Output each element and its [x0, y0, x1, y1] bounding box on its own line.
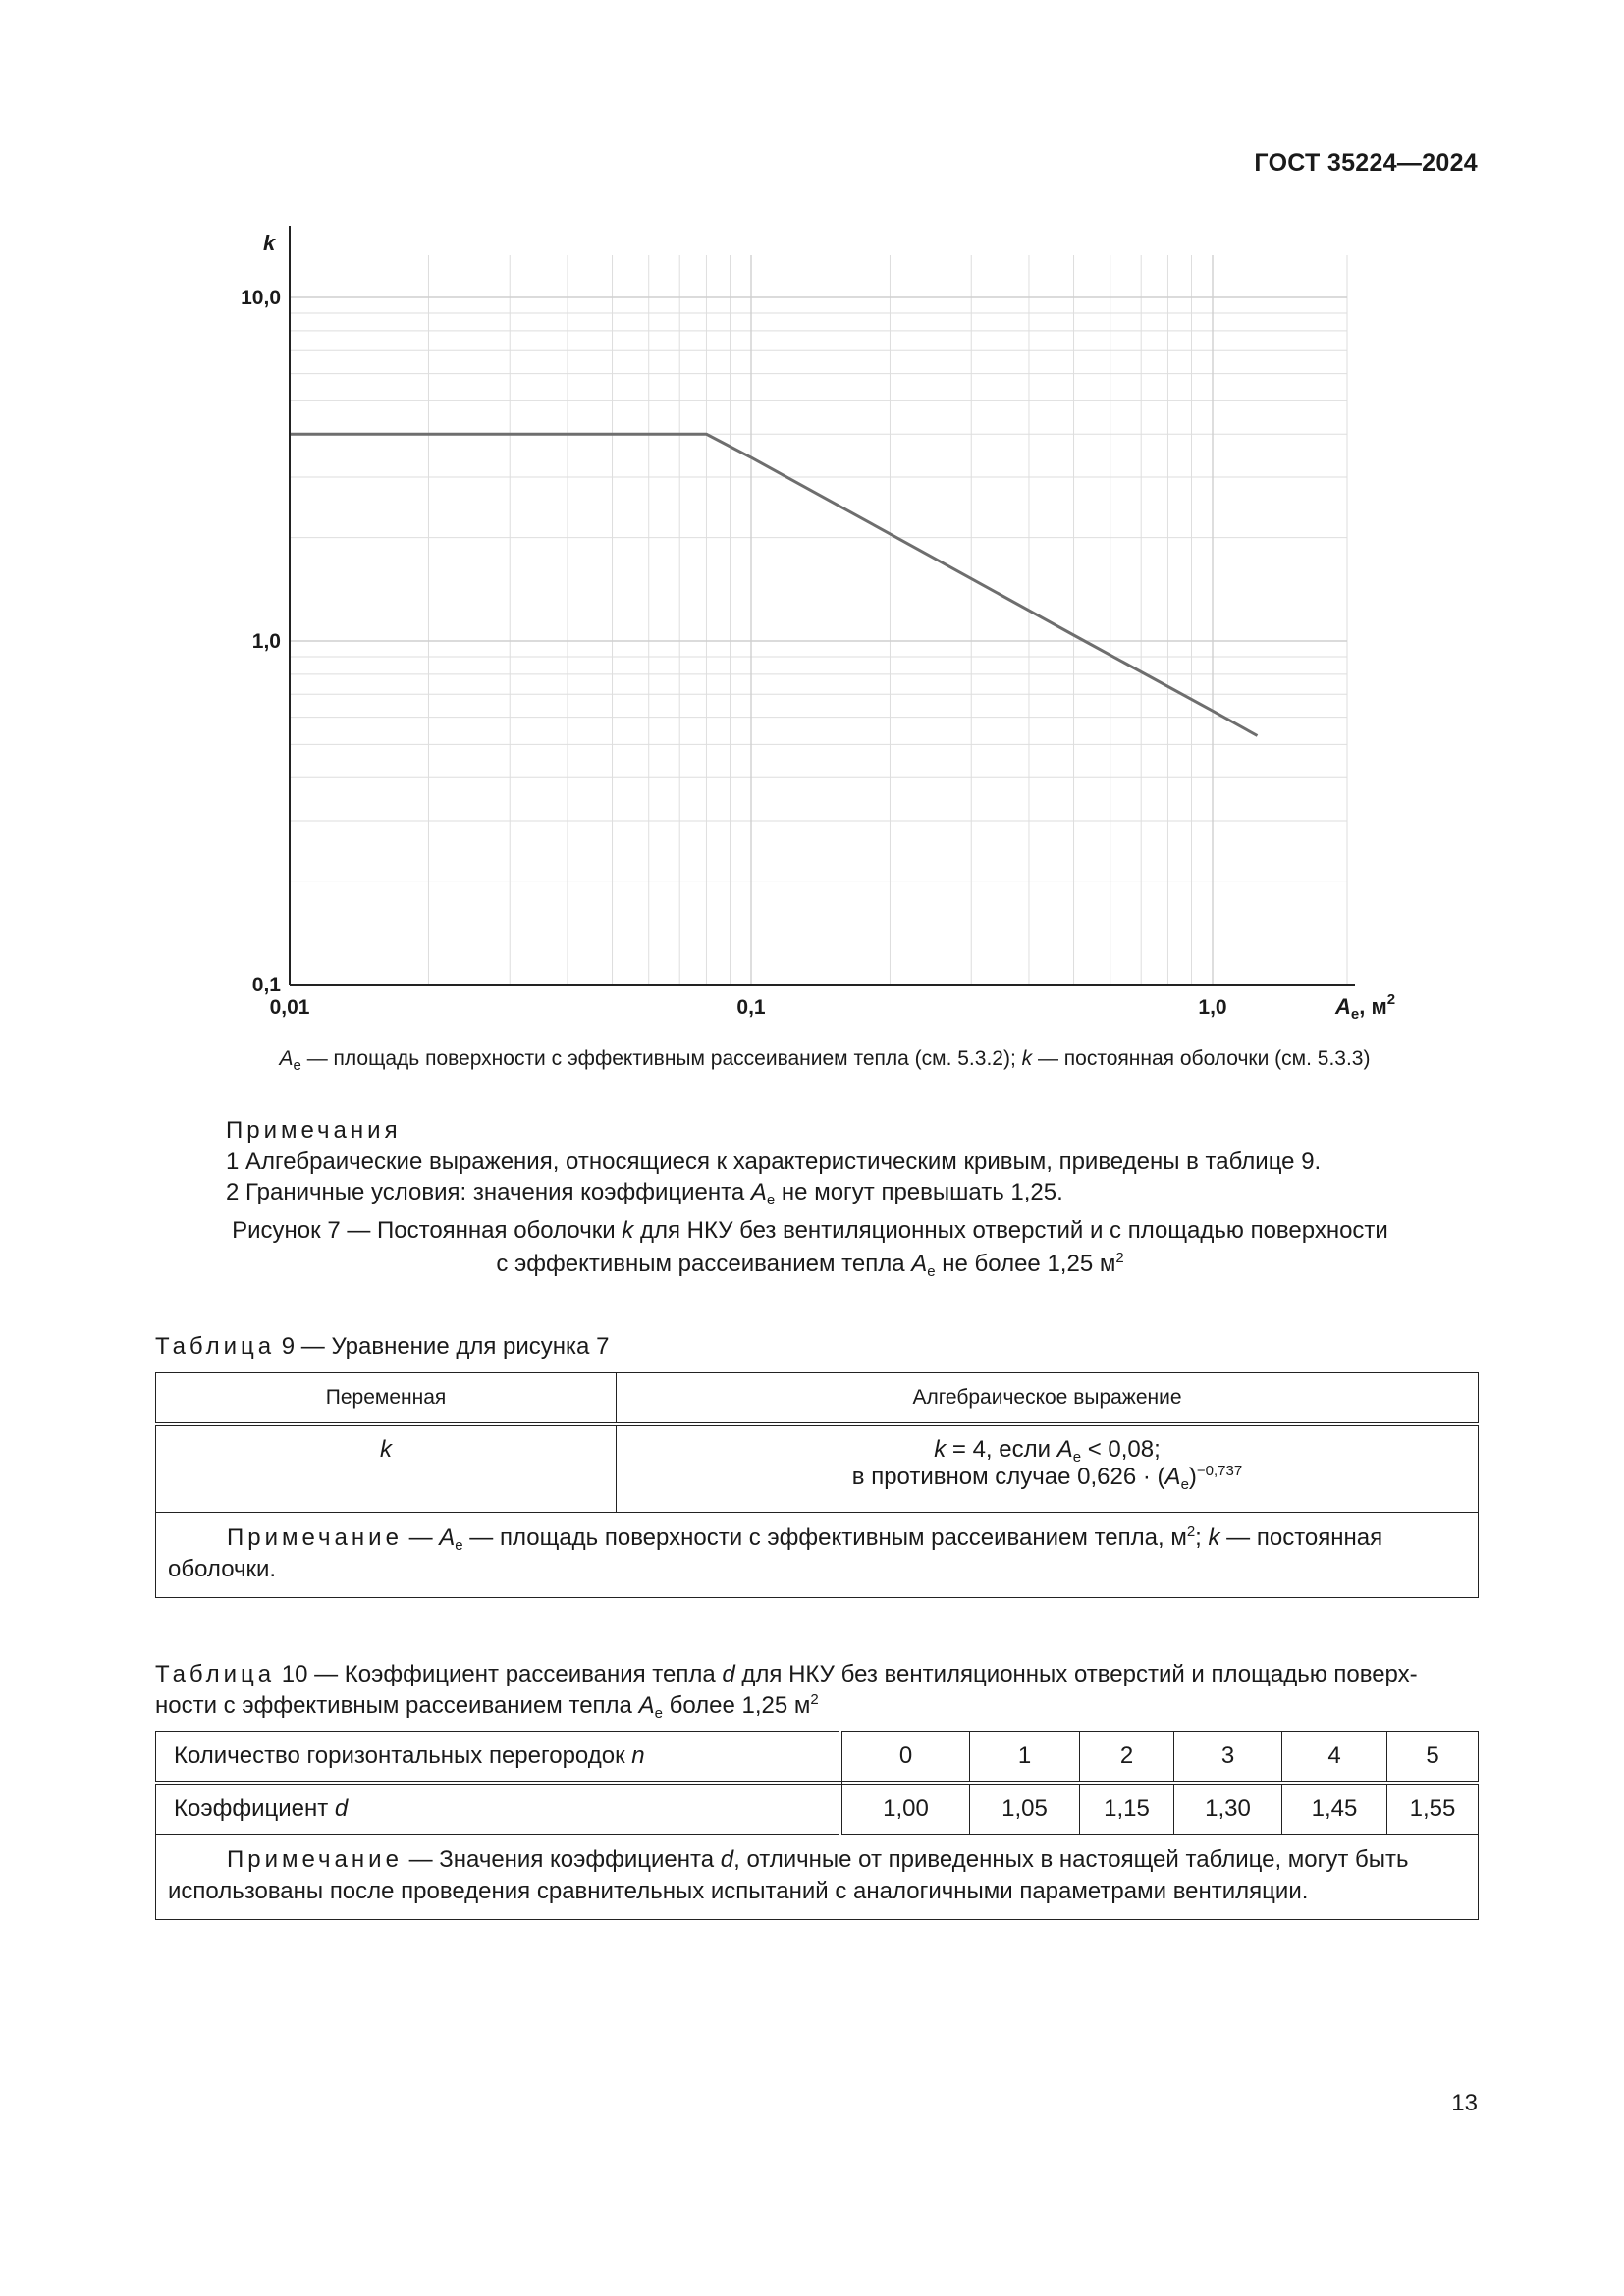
- table10-cell: 0: [840, 1732, 970, 1784]
- table10-cell: 1,30: [1174, 1783, 1282, 1835]
- note-2: 2 Граничные условия: значения коэффициента $A_e$ не могут превышать 1,25.: [226, 1179, 1063, 1208]
- y-tick-label: 0,1: [251, 974, 281, 996]
- table-9: [155, 1372, 1479, 1598]
- page-number: 13: [1451, 2090, 1478, 2116]
- table10-cell: 2: [1080, 1732, 1174, 1784]
- table9-header-variable: Переменная: [156, 1373, 617, 1425]
- figure-legend: $A_e$ — площадь поверхности с эффективным рассеиванием тепла (см. 5.3.2); k — постоянная оболочки (см. 5.3.3): [279, 1047, 1371, 1074]
- table10-cell: 1,00: [840, 1783, 970, 1835]
- y-tick-label: 10,0: [241, 287, 281, 309]
- standard-number: ГОСТ 35224—2024: [1254, 149, 1478, 177]
- table10-cell: 1,15: [1080, 1783, 1174, 1835]
- chart-major-grid: [290, 255, 1347, 985]
- table9-header-expression: Алгебраическое выражение: [617, 1373, 1479, 1425]
- note-1: 1 Алгебраические выражения, относящиеся к характеристическим кривым, приведены в таблице 9.: [226, 1148, 1322, 1175]
- table10-row-partitions-label: Количество горизонтальных перегородок n: [156, 1732, 841, 1784]
- chart-minor-grid: [290, 255, 1347, 985]
- y-axis-label: k: [263, 231, 276, 255]
- table9-expression-cell: k = 4, если $A_e < 0,08$; в противном случае $0,626 \cdot (A_e)^{-0,737}$: [617, 1424, 1479, 1513]
- y-tick-label: 1,0: [251, 630, 281, 653]
- figure-title: Рисунок 7 — Постоянная оболочки k для НКУ без вентиляционных отверстий и с площадью поверхности с эффективным рассеиванием тепла $A_e$ не более 1,25 $м^2$: [232, 1217, 1388, 1280]
- table10-caption: Таблица 10 — Коэффициент рассеивания тепла d для НКУ без вентиляционных отверстий и площадью поверх- ности с эффективным рассеиванием тепла $A_e$ более 1,25 $м^2$: [155, 1661, 1418, 1722]
- table10-cell: 1,05: [970, 1783, 1080, 1835]
- notes-heading: Примечания: [226, 1117, 402, 1144]
- table10-cell: 1,55: [1387, 1783, 1479, 1835]
- x-axis-label: $A_e$, $м^2$: [1335, 991, 1396, 1023]
- table10-cell: 1: [970, 1732, 1080, 1784]
- table10-cell: 1,45: [1282, 1783, 1387, 1835]
- k-curve-line: [290, 434, 1258, 735]
- k-vs-ae-chart: [226, 221, 1443, 1036]
- table9-note: Примечание — $A_e$ — площадь поверхности с эффективным рассеиванием тепла, $м^2$; k — постоянная оболочки.: [156, 1513, 1479, 1598]
- table9-variable-cell: k: [156, 1424, 617, 1513]
- table9-caption: Таблица 9 — Уравнение для рисунка 7: [155, 1333, 610, 1360]
- table10-cell: 4: [1282, 1732, 1387, 1784]
- table10-row-coefficient-label: Коэффициент d: [156, 1783, 841, 1835]
- table10-cell: 5: [1387, 1732, 1479, 1784]
- table10-cell: 3: [1174, 1732, 1282, 1784]
- x-tick-label: 0,01: [269, 996, 310, 1019]
- table10-note: Примечание — Значения коэффициента d, отличные от приведенных в настоящей таблице, могут быть использованы после проведения сравнительных испытаний с аналогичными параметрами вентиляции.: [156, 1835, 1479, 1920]
- table-10: [155, 1731, 1479, 1920]
- x-tick-label: 0,1: [736, 996, 766, 1019]
- x-tick-label: 1,0: [1198, 996, 1227, 1019]
